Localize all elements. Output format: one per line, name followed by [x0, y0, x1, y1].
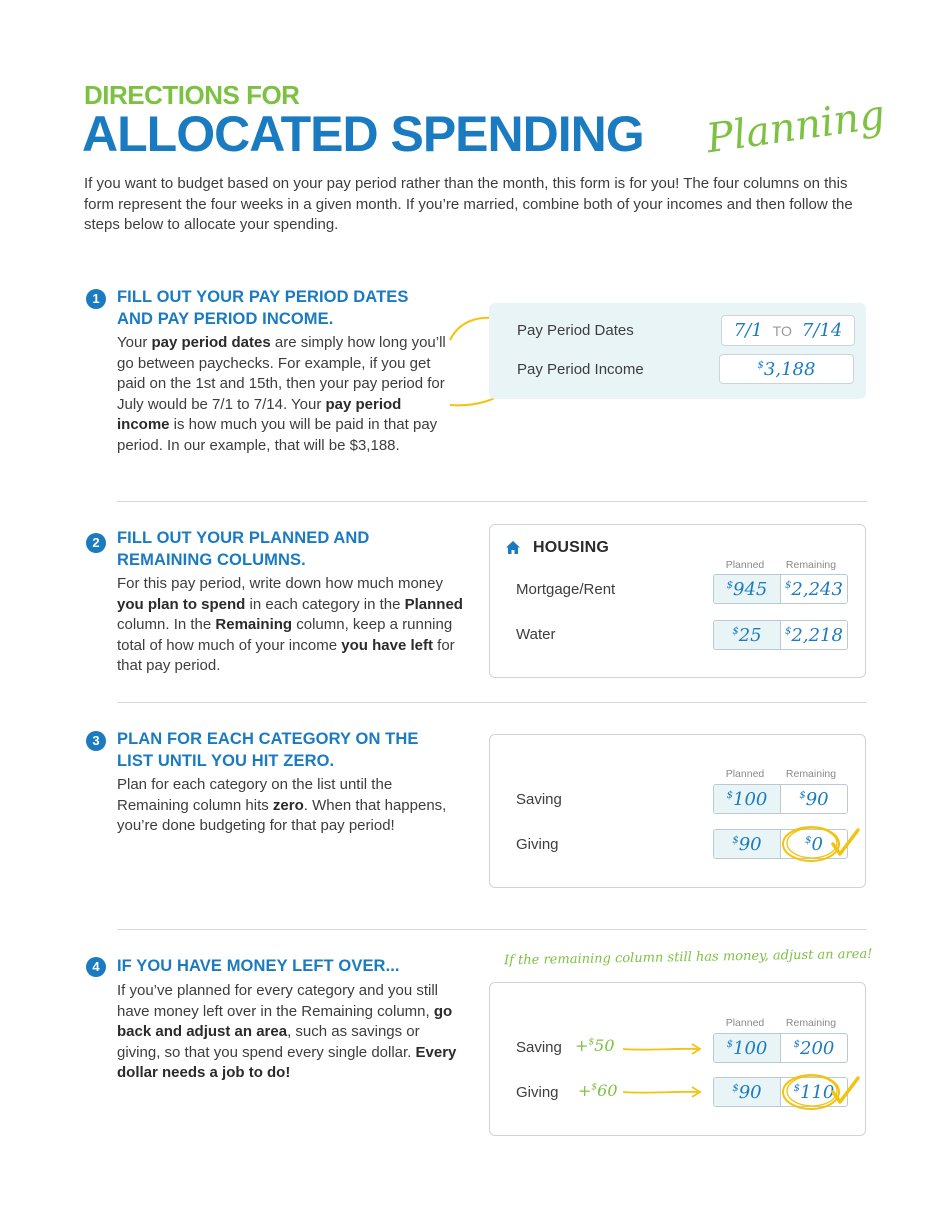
step-1-title-line-2: AND PAY PERIOD INCOME. — [117, 310, 334, 328]
mortgage-planned-cell[interactable]: $945 — [714, 575, 781, 603]
planned-column-header-3: Planned — [725, 768, 765, 780]
pay-period-dates-label: Pay Period Dates — [517, 322, 634, 339]
adjust-area-note: If the remaining column still has money, adjust an area! — [503, 946, 873, 969]
divider-3 — [117, 929, 867, 930]
step-3-number-badge: 3 — [86, 731, 106, 751]
step-1-title — [117, 286, 409, 330]
highlight-circle — [783, 827, 839, 861]
step-1-number-badge: 1 — [86, 289, 106, 309]
category-label-mortgage: Mortgage/Rent — [516, 581, 616, 598]
to-label: TO — [772, 322, 792, 339]
step-3-body: Plan for each category on the list until the Remaining column hits zero. When that happens, you’re done budgeting for that pay period! — [117, 776, 447, 834]
saving-remaining-cell[interactable]: $90 — [781, 785, 847, 813]
saving-adjustment: +$50 — [575, 1036, 615, 1055]
income-value: $3,188 — [757, 358, 816, 380]
step-3-title-line-2: LIST UNTIL YOU HIT ZERO. — [117, 752, 335, 770]
water-remaining-cell[interactable]: $2,218 — [781, 621, 847, 649]
highlight-circle-inner-4 — [787, 1076, 837, 1106]
pay-period-income-field[interactable] — [719, 354, 854, 384]
step-3-title — [117, 728, 418, 772]
giving-planned-cell[interactable]: $90 — [714, 830, 781, 858]
mortgage-cells — [713, 574, 848, 604]
step-3-title-line-1: PLAN FOR EACH CATEGORY ON THE — [117, 730, 419, 748]
highlight-circle-inner — [787, 828, 837, 858]
remaining-column-header-3: Remaining — [785, 768, 837, 780]
remaining-column-header-4: Remaining — [785, 1017, 837, 1029]
water-planned-cell[interactable]: $25 — [714, 621, 781, 649]
step-2-title — [117, 527, 369, 571]
saving-remaining-cell-4[interactable]: $200 — [781, 1034, 847, 1062]
planning-script-word: Planning — [703, 91, 888, 163]
step-4-number-badge: 4 — [86, 957, 106, 977]
date-to-value: 7/14 — [801, 320, 843, 341]
home-icon — [505, 540, 521, 555]
step-2-body: For this pay period, write down how much money you plan to spend in each category in the Planned column. In the Remaining column, keep a running total of how much of your income you have left for that pay period. — [117, 575, 463, 674]
step-1-title-line-1: FILL OUT YOUR PAY PERIOD DATES — [117, 288, 409, 306]
giving-remaining-cell[interactable]: $0 — [781, 830, 847, 858]
giving-adjustment: +$60 — [578, 1081, 618, 1100]
saving-planned-cell[interactable]: $100 — [714, 785, 781, 813]
mortgage-remaining-cell[interactable]: $2,243 — [781, 575, 847, 603]
highlight-circle-4 — [783, 1075, 839, 1109]
step-4-body: If you’ve planned for every category and you still have money left over in the Remaining column, go back and adjust an area, such as savings or giving, so that you spend every single dollar. Every dollar needs a job to do! — [117, 982, 457, 1081]
giving-adjust-arrow — [620, 1084, 704, 1100]
remaining-column-header: Remaining — [785, 559, 837, 571]
category-label-water: Water — [516, 626, 556, 643]
planned-column-header: Planned — [725, 559, 765, 571]
page-title: ALLOCATED SPENDING — [82, 106, 644, 162]
intro-paragraph: If you want to budget based on your pay period rather than the month, this form is for you! The four columns on this form represent the four weeks in a given month. If you’re married, combine both of your incomes and then follow the steps below to allocate your spending. — [84, 175, 853, 233]
step-4-title: IF YOU HAVE MONEY LEFT OVER... — [117, 957, 400, 975]
giving-planned-cell-4[interactable]: $90 — [714, 1078, 781, 1106]
category-label-giving: Giving — [516, 836, 559, 853]
saving-planned-cell-4[interactable]: $100 — [714, 1034, 781, 1062]
saving-adjust-arrow — [620, 1040, 704, 1056]
remaining-highlight-circle-check — [778, 1070, 864, 1114]
zero-highlight-circle-check — [778, 822, 864, 866]
category-label-saving-4: Saving — [516, 1039, 562, 1056]
divider-2 — [117, 702, 867, 703]
water-cells — [713, 620, 848, 650]
step-2-title-line-1: FILL OUT YOUR PLANNED AND — [117, 529, 370, 547]
divider-1 — [117, 501, 867, 502]
step-1-body: Your pay period dates are simply how long you’ll go between paychecks. For example, if you get paid on the 1st and 15th, then your pay period for July would be 7/1 to 7/14. Your pay period income is how much you will be paid in that pay period. In our example, that will be $3,188. — [117, 334, 446, 454]
planned-column-header-4: Planned — [725, 1017, 765, 1029]
step-2-number-badge: 2 — [86, 533, 106, 553]
saving-cells-4 — [713, 1033, 848, 1063]
saving-cells — [713, 784, 848, 814]
housing-heading: HOUSING — [533, 539, 610, 556]
step-2-title-line-2: REMAINING COLUMNS. — [117, 551, 306, 569]
date-from-value: 7/1 — [733, 320, 763, 341]
category-label-giving-4: Giving — [516, 1084, 559, 1101]
giving-remaining-cell-4[interactable]: $110 — [781, 1078, 847, 1106]
pay-period-dates-field[interactable] — [721, 315, 855, 346]
pay-period-income-label: Pay Period Income — [517, 361, 644, 378]
category-label-saving: Saving — [516, 791, 562, 808]
page-subtitle: DIRECTIONS FOR — [84, 80, 300, 110]
